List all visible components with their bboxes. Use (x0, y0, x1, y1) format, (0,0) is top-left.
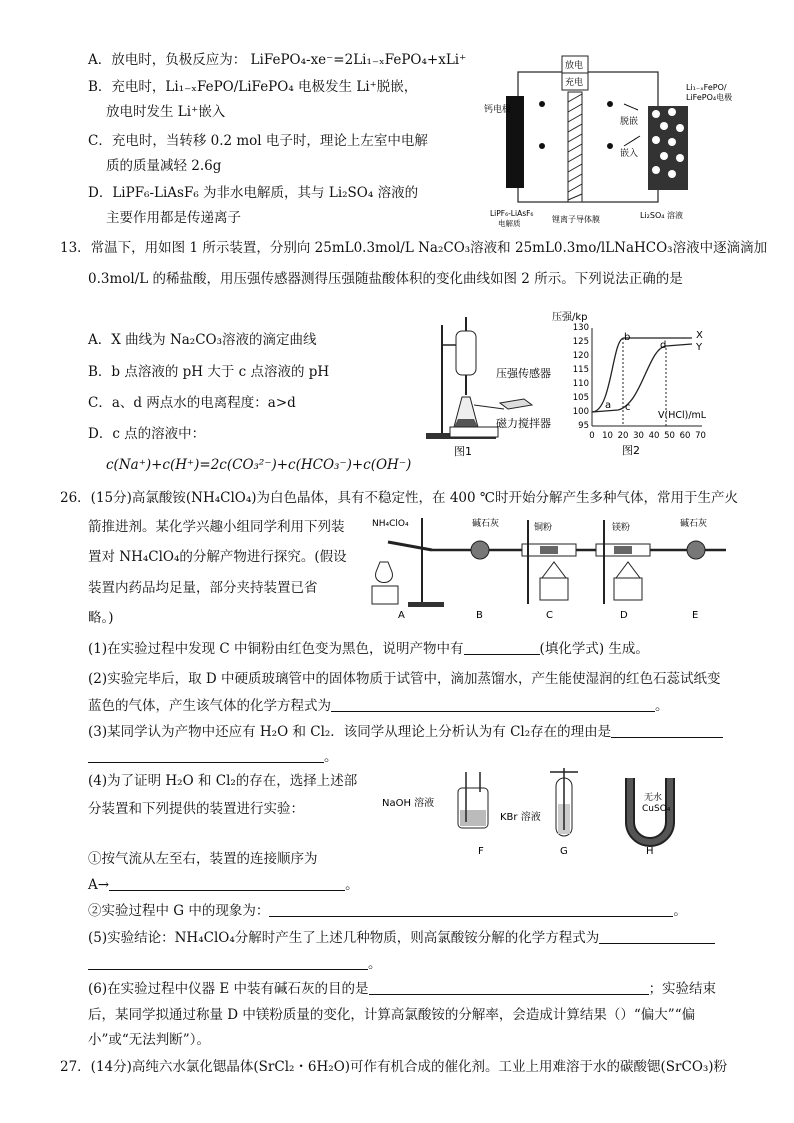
x-tick-label: 70 (695, 431, 706, 441)
q26-part-2-end: 。 (655, 698, 669, 714)
answer-blank-5a[interactable] (599, 929, 715, 944)
label-copper: 铜粉 (534, 523, 553, 533)
x-tick-label: 50 (664, 431, 675, 441)
label-left-electrolyte-2: 电解质 (498, 219, 521, 228)
label-pressure-sensor: 压强传感器 (496, 367, 551, 380)
label-soda-lime-b: 碱石灰 (472, 519, 500, 529)
label-cuso4: CuSO₄ (642, 804, 671, 814)
label-magnesium: 镁粉 (612, 523, 631, 533)
q26-part-6-end: 小”或“无法判断”）。 (88, 1032, 210, 1048)
label-f: F (478, 846, 484, 857)
label-right-electrode-2: LiFePO₄电极 (686, 93, 733, 102)
q26-part-2-text: 蓝色的气体，产生该气体的化学方程式为 (88, 698, 331, 714)
q26-part-5-cont (88, 955, 382, 973)
q26-part-4-1-prefix: A→ (88, 877, 110, 893)
y-tick-label: 110 (572, 379, 589, 389)
label-membrane: 锂离子导体膜 (552, 215, 600, 224)
q12-option-d: D．LiPF₆-LiAsF₆ 为非水电解质，其与 Li₂SO₄ 溶液的 (88, 185, 419, 201)
q26-part-5-text: (5)实验结论：NH₄ClO₄分解时产生了上述几种物质，则高氯酸铵分解的化学方程式为 (88, 930, 600, 946)
q26-part-4: (4)为了证明 H₂O 和 Cl₂的存在，选择上述部 (88, 773, 358, 789)
q12-option-c: C．充电时，当转移 0.2 mol 电子时，理论上左室中电解 (88, 133, 428, 149)
q26-part-1-suffix: (填化学式) 生成。 (539, 641, 649, 657)
answer-blank-2[interactable] (331, 697, 655, 712)
label-soda-lime-e: 碱石灰 (680, 519, 708, 529)
q26-part-6-text: (6)在实验过程中仪器 E 中装有碱石灰的目的是 (88, 981, 369, 997)
magnetic-stirrer (450, 427, 498, 437)
x-tick-label: 30 (633, 431, 644, 441)
q26-stem-5: 略。) (88, 610, 114, 626)
q26-part-3-cont (88, 748, 338, 766)
q26-part-3 (88, 723, 723, 741)
label-h: H (646, 846, 654, 857)
label-anhydrous: 无水 (644, 793, 663, 803)
answer-blank-3b[interactable] (88, 748, 324, 763)
drying-tube-b (471, 541, 489, 559)
label-right-electrode-1: Li₁₋ₓFePO/ (686, 83, 727, 92)
y-tick-label: 100 (572, 407, 589, 417)
q26-stem-4: 装置内药品均足量，部分夹持装置已省 (88, 580, 318, 596)
q26-part-4-2 (88, 902, 687, 920)
point-a: a (605, 400, 612, 411)
answer-blank-5b[interactable] (88, 955, 368, 970)
apparatus-letter-e: E (692, 610, 699, 621)
x-tick-label: 60 (679, 431, 691, 441)
q26-part-4-2-end: 。 (673, 903, 687, 919)
apparatus-fgh (380, 764, 700, 860)
q26-part-3-end: 。 (324, 749, 338, 765)
drying-tube-e (687, 541, 705, 559)
label-kbr: KBr 溶液 (500, 812, 541, 823)
q26-part-4-2-text: ②实验过程中 G 中的现象为： (88, 903, 270, 919)
answer-blank-6[interactable] (369, 980, 649, 995)
q13-option-c: C．a、d 两点水的电离程度：a>d (88, 395, 296, 411)
apparatus-letter-d: D (620, 610, 628, 621)
y-tick-label: 130 (572, 323, 589, 333)
y-tick-label: 120 (572, 351, 589, 361)
q26-part-2: (2)实验完毕后，取 D 中硬质玻璃管中的固体物质于试管中，滴加蒸馏水，产生能使湿润的红色石蕊试纸变 (88, 671, 721, 687)
label-nh4clo4: NH₄ClO₄ (372, 519, 409, 529)
decomposition-apparatus (362, 512, 734, 624)
label-right-solution: Li₂SO₄ 溶液 (640, 211, 684, 220)
q13-option-a: A．X 曲线为 Na₂CO₃溶液的滴定曲线 (88, 332, 317, 348)
q26-part-4-cont: 分装置和下列提供的装置进行实验： (88, 801, 304, 817)
q26-part-6-suffix: ；实验结束 (648, 981, 717, 997)
q26-part-3-text: (3)某同学认为产物中还应有 H₂O 和 Cl₂．该同学从理论上分析认为有 Cl₂存在的理由是 (88, 724, 612, 740)
y-tick-label: 115 (572, 365, 589, 375)
q13-option-d-equation: c(Na⁺)+c(H⁺)=2c(CO₃²⁻)+c(HCO₃⁻)+c(OH⁻) (106, 457, 412, 473)
fig2-caption: 图2 (622, 444, 640, 457)
x-tick-label: 0 (589, 431, 595, 441)
label-g: G (560, 846, 568, 857)
q26-part-5-end: 。 (368, 956, 382, 972)
q12-option-b-cont: 放电时发生 Li⁺嵌入 (106, 104, 226, 120)
label-calcium-electrode: 钙电极 (484, 105, 512, 115)
q27-stem-1: 27．(14分)高纯六水氯化锶晶体(SrCl₂・6H₂O)可作有机合成的催化剂。工业上用难溶于水的碳酸锶(SrCO₃)粉 (60, 1059, 728, 1075)
label-deintercalate: 脱嵌 (620, 117, 639, 127)
point-d: d (660, 340, 667, 351)
x-tick-label: 40 (648, 431, 660, 441)
q13-option-d: D．c 点的溶液中： (88, 426, 206, 442)
label-magnetic-stirrer: 磁力搅拌器 (496, 417, 551, 430)
answer-blank-1[interactable] (464, 640, 540, 655)
answer-blank-4b[interactable] (269, 902, 673, 917)
q26-part-4-1-end: 。 (345, 877, 359, 893)
q13-stem-1: 13．常温下，用如图 1 所示装置，分别向 25mL0.3mol/L Na₂CO₃溶液和 25mL0.3mo/lLNaHCO₃溶液中逐滴滴加 (60, 240, 768, 256)
apparatus-letter-b: B (476, 610, 483, 621)
label-curve-y: Y (696, 342, 703, 353)
q12-option-d-cont: 主要作用都是传递离子 (106, 210, 241, 226)
q12-option-a: A．放电时，负极反应为： LiFePO₄-xe⁻=2Li₁₋ₓFePO₄+xLi⁺ (88, 52, 467, 68)
q26-stem-1: 26．(15分)高氯酸铵(NH₄ClO₄)为白色晶体，具有不稳定性，在 400 ℃时开始分解产生多种气体，常用于生产火 (60, 490, 738, 506)
q12-option-b: B．充电时，Li₁₋ₓFePO/LiFePO₄ 电极发生 Li⁺脱嵌， (88, 79, 418, 95)
label-curve-x: X (696, 330, 703, 341)
q26-part-6-cont: 后，某同学拟通过称量 D 中镁粉质量的变化，计算高氯酸铵的分解率，会造成计算结果（）“偏大”“偏 (88, 1007, 696, 1023)
point-b: b (624, 332, 631, 343)
y-tick-label: 105 (572, 393, 589, 403)
label-charge: 充电 (565, 78, 584, 88)
pressure-chart (552, 308, 732, 458)
apparatus-letter-a: A (398, 610, 405, 621)
point-c: c (625, 402, 631, 413)
chart-xlabel: V(HCl)/mL (658, 410, 707, 421)
q26-part-4-1-answer (88, 876, 359, 894)
pressure-sensor (500, 399, 532, 409)
answer-blank-4a[interactable] (109, 876, 345, 891)
q26-part-1 (88, 640, 649, 658)
x-tick-label: 10 (602, 431, 613, 441)
q26-stem-3: 置对 NH₄ClO₄的分解产物进行探究。(假设 (88, 549, 347, 565)
label-naoh: NaOH 溶液 (382, 798, 435, 809)
answer-blank-3a[interactable] (611, 723, 723, 738)
battery-diagram (480, 50, 742, 240)
y-tick-label: 95 (578, 421, 589, 431)
chart-ylabel: 压强/kp (552, 312, 588, 323)
q13-stem-2: 0.3mol/L 的稀盐酸，用压强传感器测得压强随盐酸体积的变化曲线如图 2 所示。下列说法正确的是 (88, 271, 683, 287)
q26-part-4-1: ①按气流从左至右，装置的连接顺序为 (88, 851, 318, 867)
q26-part-2-cont (88, 697, 669, 715)
y-tick-label: 125 (572, 337, 589, 347)
label-left-electrolyte-1: LiPF₆-LiAsF₆ (490, 209, 534, 218)
fig1-caption: 图1 (454, 445, 472, 458)
q26-stem-2: 箭推进剂。某化学兴趣小组同学利用下列装 (88, 519, 345, 535)
apparatus-letter-c: C (546, 610, 553, 621)
q12-option-c-cont: 质的质量减轻 2.6g (106, 158, 222, 174)
x-tick-label: 20 (617, 431, 629, 441)
q26-part-1-text: (1)在实验过程中发现 C 中铜粉由红色变为黑色，说明产物中有 (88, 641, 464, 657)
label-intercalate: 嵌入 (620, 149, 639, 159)
q26-part-6 (88, 980, 716, 998)
q26-part-5 (88, 929, 715, 947)
q13-option-b: B．b 点溶液的 pH 大于 c 点溶液的 pH (88, 364, 330, 380)
label-discharge: 放电 (565, 61, 584, 71)
